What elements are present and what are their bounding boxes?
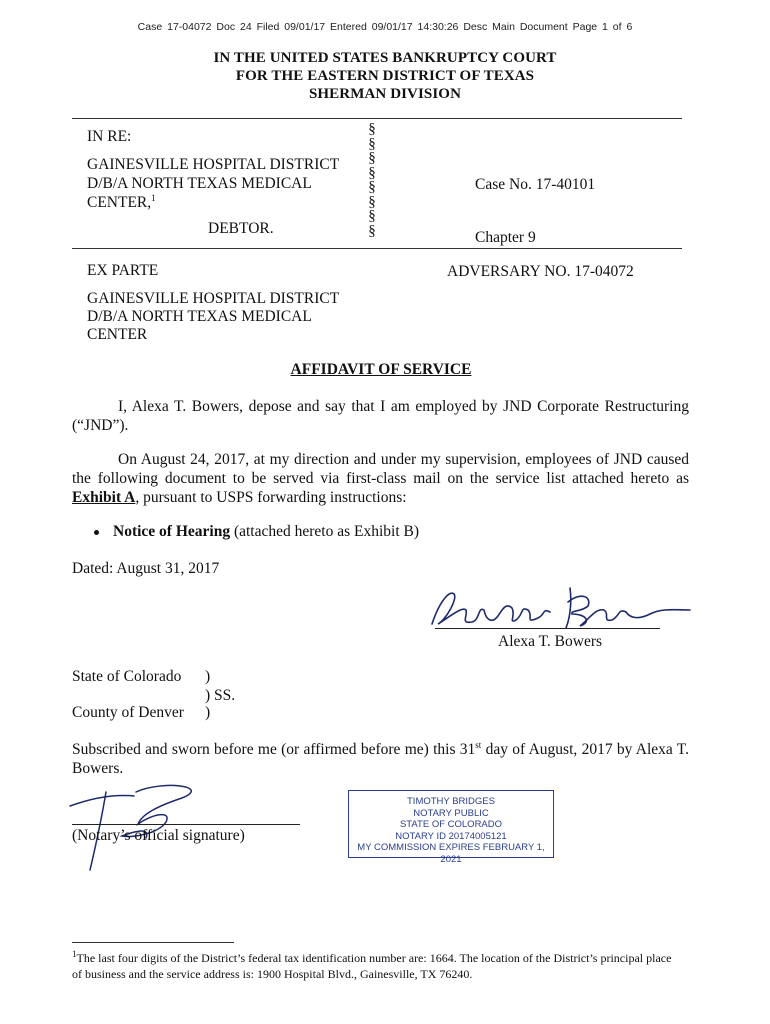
case-number: Case No. 17-40101 <box>475 176 596 193</box>
bullet-icon <box>94 530 99 535</box>
filing-header: Case 17-04072 Doc 24 Filed 09/01/17 Entered 09/01/17 14:30:26 Desc Main Document Page 1 of 6 <box>137 21 633 33</box>
debtor-name-line-2: D/B/A NORTH TEXAS MEDICAL <box>87 175 312 192</box>
party-name-line-3: CENTER <box>87 326 148 343</box>
venue-state: State of Colorado <box>72 668 182 685</box>
section-symbol-column <box>362 122 382 238</box>
stamp-commission-expiry: MY COMMISSION EXPIRES FEBRUARY 1, 2021 <box>357 842 545 865</box>
venue-paren-1: ) <box>205 668 211 685</box>
dated-line: Dated: August 31, 2017 <box>72 560 220 577</box>
footnote-separator <box>72 942 234 943</box>
section-symbol: § <box>368 222 376 239</box>
notary-stamp <box>348 790 554 865</box>
jurat-paragraph: Subscribed and sworn before me (or affirmed before me) this 31st day of August, 2017 by Alexa T. Bowers. <box>72 739 689 777</box>
court-name-line-2: FOR THE EASTERN DISTRICT OF TEXAS <box>235 68 535 84</box>
notary-signature-line <box>72 824 300 825</box>
section-symbol: § <box>368 208 376 224</box>
section-symbol: § <box>368 179 376 195</box>
caption-middle-rule <box>72 248 682 249</box>
debtor-name-line-1: GAINESVILLE HOSPITAL DISTRICT <box>87 156 340 173</box>
ex-parte-label: EX PARTE <box>87 262 159 279</box>
affiant-signature-line <box>435 628 660 629</box>
venue-paren-3: ) <box>205 704 211 721</box>
court-division: SHERMAN DIVISION <box>308 86 462 102</box>
section-symbol: § <box>368 150 376 166</box>
affiant-name: Alexa T. Bowers <box>498 633 603 650</box>
section-symbol: § <box>368 193 376 210</box>
stamp-title: NOTARY PUBLIC <box>413 807 489 819</box>
paragraph-service: On August 24, 2017, at my direction and under my supervision, employees of JND caused the following document to be served via first-class mail on the service list attached hereto as Exhibit A, pursuant to USPS forwarding instructions: <box>72 451 689 506</box>
adversary-number: ADVERSARY NO. 17-04072 <box>447 263 634 280</box>
bullet-item: Notice of Hearing (attached hereto as Exhibit B) <box>94 522 419 541</box>
stamp-notary-name: TIMOTHY BRIDGES <box>407 796 495 807</box>
party-name-line-2: D/B/A NORTH TEXAS MEDICAL <box>87 308 312 325</box>
venue-ss: ) SS. <box>205 687 236 704</box>
chapter: Chapter 9 <box>475 229 536 246</box>
caption-top-rule <box>72 118 682 119</box>
notary-signature-label: (Notary’s official signature) <box>72 827 245 844</box>
court-name-line-1: IN THE UNITED STATES BANKRUPTCY COURT <box>213 50 557 66</box>
affiant-signature-image <box>420 580 695 635</box>
bullet-document-name: Notice of Hearing <box>113 523 231 540</box>
section-symbol: § <box>368 121 376 137</box>
venue-county: County of Denver <box>72 704 184 721</box>
document-title: AFFIDAVIT OF SERVICE <box>290 361 472 378</box>
footnote: $^1$The last four digits of the District’s federal tax identification number are: 1664. The location of the District’s principal place of business and the service address is: 1900 Hospital Blvd., Gainesville, TX 76240. <box>72 949 672 981</box>
paragraph-employment: I, Alexa T. Bowers, depose and say that I am employed by JND Corporate Restructuring (“JND”). <box>72 398 689 434</box>
section-symbol: § <box>368 135 376 152</box>
section-symbol: § <box>368 164 376 181</box>
debtor-name-line-3: CENTER,$^1$ <box>87 192 156 211</box>
debtor-label: DEBTOR. <box>208 220 274 237</box>
in-re-label: IN RE: <box>87 128 132 145</box>
stamp-notary-id: NOTARY ID 20174005121 <box>395 830 507 842</box>
stamp-state: STATE OF COLORADO <box>399 819 503 830</box>
party-name-line-1: GAINESVILLE HOSPITAL DISTRICT <box>87 290 340 307</box>
footnote-ref: 1 <box>151 192 156 203</box>
exhibit-a-reference: Exhibit A <box>72 489 136 506</box>
footnote-marker: 1 <box>72 949 77 959</box>
